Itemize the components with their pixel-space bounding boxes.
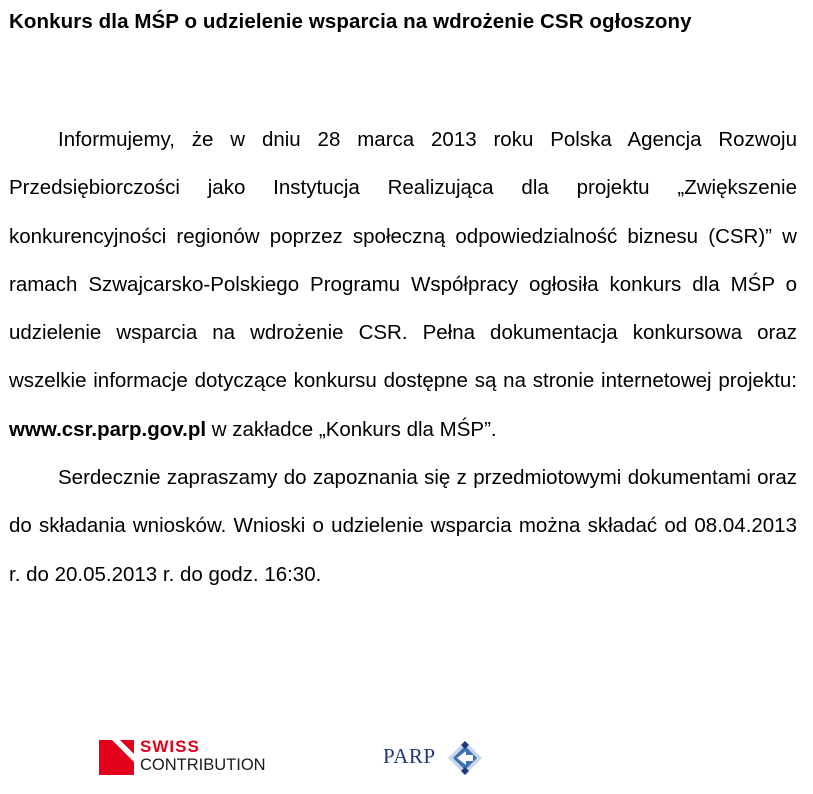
parp-logo-word: PARP bbox=[383, 744, 436, 768]
article-body bbox=[9, 116, 797, 599]
announcement-text: Informujemy, że w dniu 28 marca 2013 roku Polska Agencja Rozwoju Przedsiębiorczości jako Instytucja Realizująca dla projektu „Zwiększenie konkurencyjności regionów poprzez społeczną odpowiedzialność biznesu (CSR)” w ramach Szwajcarsko-Polskiego Programu Współpracy ogłosiła konkurs dla MŚP o udzielenie wsparcia na wdrożenie CSR. Pełna dokumentacja konkursowa oraz wszelkie informacje dotyczące konkursu dostępne są na stronie internetowej projektu: bbox=[9, 128, 797, 393]
paragraph-invitation: Serdecznie zapraszamy do zapoznania się z przedmiotowymi dokumentami oraz do składania wniosków. Wnioski o udzielenie wsparcia można składać od 08.04.2013 r. do 20.05.2013 r. do godz. 16:30. bbox=[9, 466, 797, 586]
parp-arrows-icon bbox=[447, 740, 483, 776]
project-website-link[interactable]: www.csr.parp.gov.pl bbox=[9, 417, 207, 441]
announcement-text-end: w zakładce „Konkurs dla MŚP”. bbox=[206, 417, 497, 441]
swiss-logo-word: SWISS bbox=[140, 737, 200, 756]
swiss-logo-subtitle: CONTRIBUTION bbox=[140, 756, 266, 774]
swiss-flag-icon bbox=[99, 740, 134, 775]
paragraph-announcement bbox=[9, 116, 797, 454]
parp-logo bbox=[383, 740, 493, 780]
page-title: Konkurs dla MŚP o udzielenie wsparcia na wdrożenie CSR ogłoszony bbox=[9, 10, 692, 33]
swiss-contribution-logo bbox=[99, 737, 279, 780]
